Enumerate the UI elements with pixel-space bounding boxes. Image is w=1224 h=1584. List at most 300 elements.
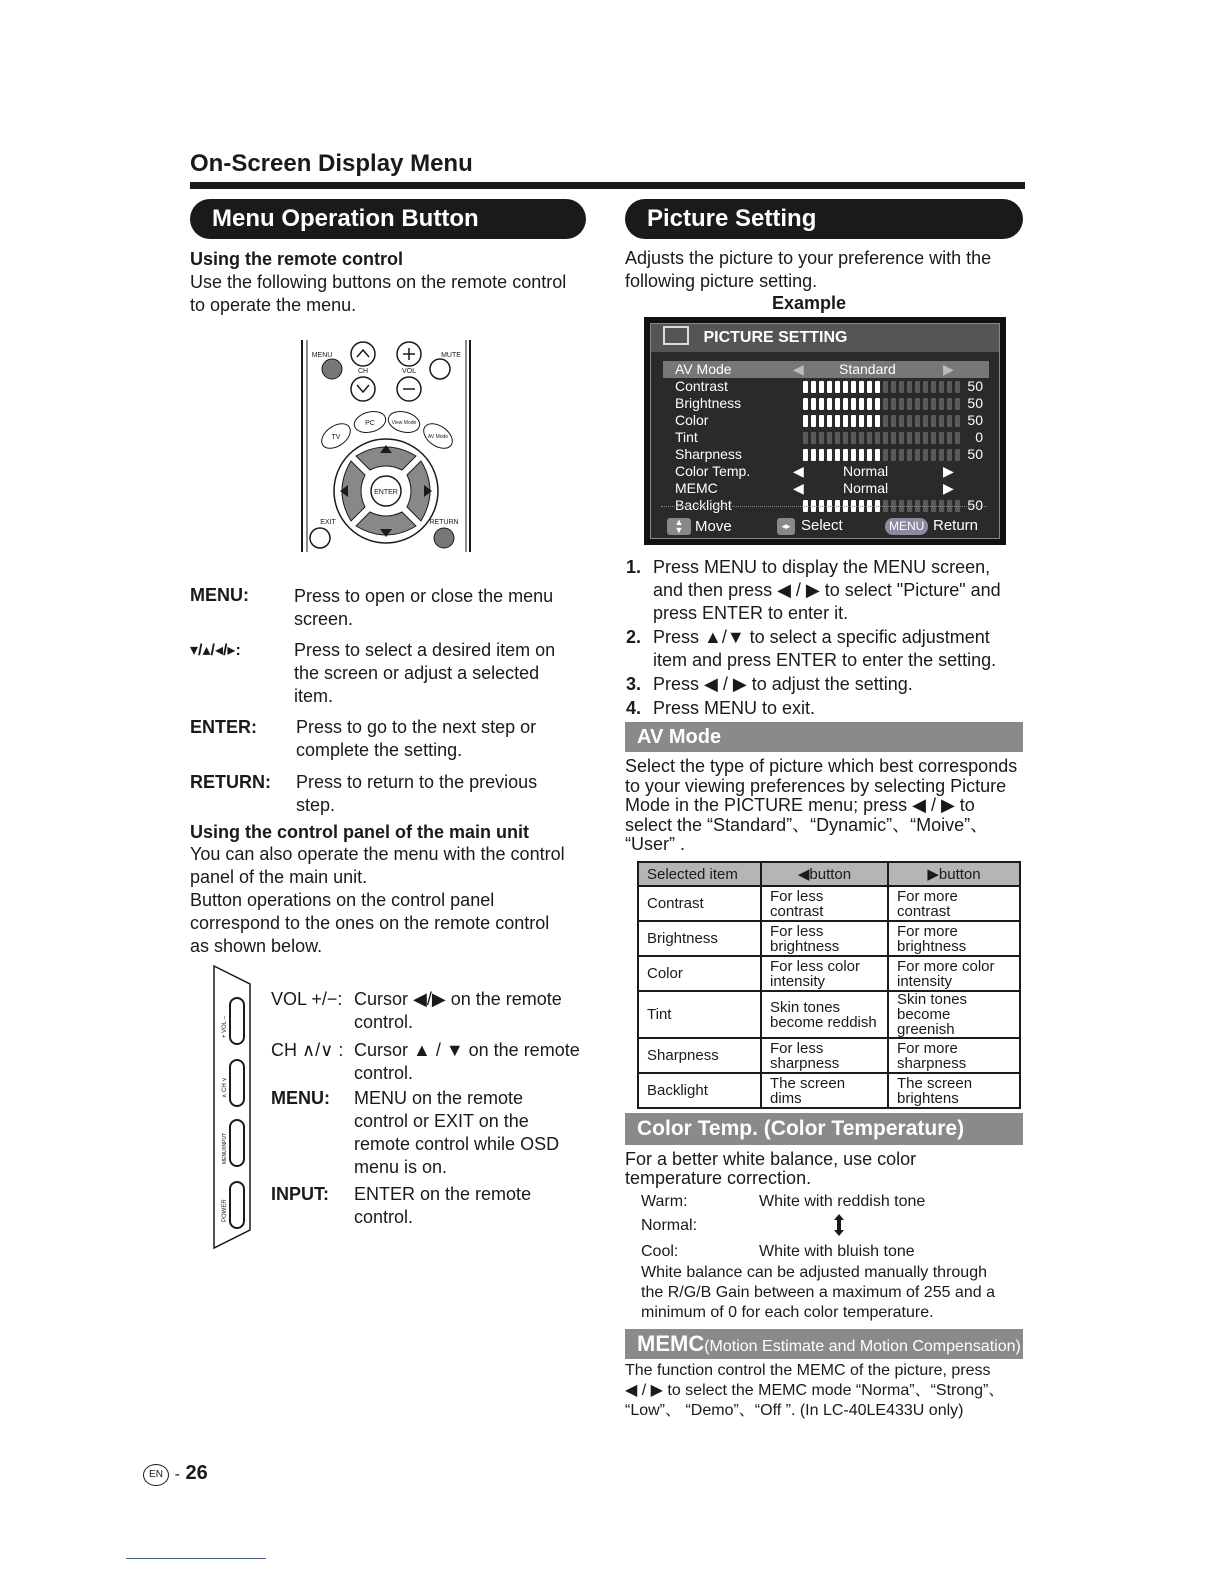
def-line: control.: [354, 1012, 414, 1032]
table-header: ▶button: [888, 862, 1020, 886]
panel-intro-line: panel of the main unit.: [190, 867, 368, 887]
osd-row[interactable]: [663, 395, 989, 412]
osd-row[interactable]: [663, 429, 989, 446]
osd-bar-segment: [955, 432, 960, 444]
remote-label-ch: CH: [357, 368, 369, 375]
steps-list: [626, 556, 1036, 721]
table-cell: Tint: [638, 991, 761, 1038]
osd-bar-segment: [907, 432, 912, 444]
osd-bar-segment: [819, 449, 824, 461]
osd-bar-segment: [827, 449, 832, 461]
table-cell: The screen dims: [761, 1073, 888, 1108]
osd-bar-segment: [859, 398, 864, 410]
osd-bar-segment: [835, 449, 840, 461]
osd-bar-segment: [939, 415, 944, 427]
def-line: Press to select a desired item on: [294, 640, 556, 660]
osd-bar-segment: [835, 398, 840, 410]
osd-row-value: Standard: [839, 361, 896, 377]
osd-bar-segment: [827, 415, 832, 427]
ct-note-line: minimum of 0 for each color temperature.: [641, 1304, 934, 1321]
def-line: Press to return to the previous: [296, 772, 538, 792]
table-header: ◀button: [761, 862, 888, 886]
table-cell: For more contrast: [888, 886, 1020, 921]
osd-bar-segment: [811, 398, 816, 410]
osd-bar-segment: [811, 432, 816, 444]
osd-bar-segment: [947, 415, 952, 427]
osd-bar-segment: [915, 398, 920, 410]
memc-subtitle: (Motion Estimate and Motion Compensation): [704, 1338, 1021, 1355]
step-item: [626, 673, 1036, 696]
def-line: item.: [294, 686, 334, 706]
av-mode-line: Select the type of picture which best corresponds: [625, 756, 1018, 776]
footer-separator: -: [174, 1466, 180, 1483]
av-mode-line: Mode in the PICTURE menu; press ◀ / ▶ to: [625, 795, 975, 815]
osd-bar-segment: [915, 449, 920, 461]
osd-row[interactable]: [663, 412, 989, 429]
osd-bar-segment: [923, 432, 928, 444]
osd-bar-segment: [939, 432, 944, 444]
osd-bar-segment: [931, 449, 936, 461]
osd-panel: [650, 323, 1000, 539]
step-item: [626, 626, 1036, 672]
av-mode-line: select the “Standard”、“Dynamic”、“Moive”、: [625, 814, 989, 835]
osd-bar-segment: [899, 398, 904, 410]
def-line: Cursor ◀/▶ on the remote: [354, 989, 562, 1009]
table-cell: Contrast: [638, 886, 761, 921]
table-cell: For more brightness: [888, 921, 1020, 956]
panel-intro-line: correspond to the ones on the remote control: [190, 913, 550, 933]
osd-bar-segment: [891, 449, 896, 461]
osd-bar-segment: [931, 432, 936, 444]
remote-label-tv: TV: [331, 434, 341, 441]
title-rule: [190, 182, 1025, 189]
table-cell: For more sharpness: [888, 1038, 1020, 1073]
osd-bar-segment: [915, 415, 920, 427]
osd-bar-segment: [835, 432, 840, 444]
step-line: item and press ENTER to enter the setting.: [653, 650, 997, 670]
osd-bar-segment: [947, 381, 952, 393]
osd-level-bar[interactable]: [803, 381, 963, 393]
osd-bar-segment: [899, 415, 904, 427]
ct-note-line: White balance can be adjusted manually through: [641, 1264, 987, 1281]
osd-bar-segment: [923, 398, 928, 410]
osd-footer-return: Return: [933, 517, 979, 534]
osd-bar-segment: [811, 449, 816, 461]
remote-label-enter: ENTER: [374, 489, 398, 496]
remote-intro-line: to operate the menu.: [190, 295, 357, 315]
osd-footer-move: Move: [695, 518, 732, 535]
osd-bar-segment: [891, 432, 896, 444]
osd-bar-segment: [867, 398, 872, 410]
step-number: 1.: [626, 557, 642, 577]
memc-heading: [625, 1329, 1023, 1359]
osd-row-label: Backlight: [675, 497, 732, 513]
osd-bar-segment: [947, 398, 952, 410]
left-arrow-icon[interactable]: ◀: [793, 361, 804, 377]
osd-row-value: 50: [967, 497, 983, 513]
step-number: 2.: [626, 627, 642, 647]
osd-row-label: Tint: [675, 429, 698, 445]
table-row: [638, 991, 1020, 1038]
table-row: [638, 886, 1020, 921]
osd-bar-segment: [883, 449, 888, 461]
table-cell: For less contrast: [761, 886, 888, 921]
osd-bar-segment: [851, 415, 856, 427]
osd-bar-segment: [851, 449, 856, 461]
osd-bar-segment: [891, 398, 896, 410]
osd-bar-segment: [875, 432, 880, 444]
osd-bar-segment: [835, 415, 840, 427]
osd-bar-segment: [939, 381, 944, 393]
ct-cool-label: Cool:: [641, 1243, 679, 1260]
panel-def-input: [354, 1183, 531, 1229]
osd-bar-segment: [883, 398, 888, 410]
av-mode-table: [637, 861, 1021, 1109]
osd-bar-segment: [851, 398, 856, 410]
memc-text: [625, 1361, 1004, 1421]
memc-line: The function control the MEMC of the picture, press: [625, 1362, 991, 1379]
osd-bar-segment: [843, 415, 848, 427]
osd-bar-segment: [899, 449, 904, 461]
table-cell: For less color intensity: [761, 956, 888, 991]
table-cell: For more color intensity: [888, 956, 1020, 991]
language-badge-icon: EN: [143, 1464, 169, 1486]
av-mode-heading: AV Mode: [625, 722, 1023, 752]
osd-divider: [661, 506, 987, 507]
osd-row-label: AV Mode: [675, 361, 732, 377]
osd-footer-select: Select: [801, 517, 843, 534]
color-temp-line: temperature correction.: [625, 1168, 812, 1188]
osd-bar-segment: [875, 415, 880, 427]
osd-row[interactable]: [663, 378, 989, 395]
osd-bar-segment: [859, 449, 864, 461]
def-line: Cursor ▲ / ▼ on the remote: [354, 1040, 580, 1060]
osd-bar-segment: [875, 398, 880, 410]
osd-row-value: 0: [975, 429, 983, 445]
osd-bar-segment: [819, 415, 824, 427]
osd-header: [651, 324, 999, 352]
osd-bar-segment: [939, 398, 944, 410]
osd-row-value: 50: [967, 412, 983, 428]
table-row: [638, 1073, 1020, 1108]
av-mode-line: to your viewing preferences by selecting Picture: [625, 775, 1007, 796]
move-icon: ▲ ▼: [667, 518, 691, 535]
panel-heading: Using the control panel of the main unit: [190, 822, 530, 842]
osd-bar-segment: [883, 432, 888, 444]
osd-row-label: Sharpness: [675, 446, 742, 462]
def-line: ENTER on the remote: [354, 1184, 532, 1204]
osd-bar-segment: [827, 381, 832, 393]
def-line: Press to go to the next step or: [296, 717, 537, 737]
ct-warm-label: Warm:: [641, 1193, 688, 1210]
example-label: Example: [772, 293, 847, 313]
remote-control-illustration: [298, 338, 474, 554]
osd-level-bar[interactable]: [803, 398, 963, 410]
menu-icon: MENU: [885, 518, 928, 535]
remote-intro-line: Use the following buttons on the remote control: [190, 272, 567, 292]
def-text-menu: [294, 585, 553, 631]
osd-bar-segment: [803, 398, 808, 410]
ct-normal-label: Normal:: [641, 1217, 698, 1234]
def-line: complete the setting.: [296, 740, 463, 760]
step-line: Press MENU to display the MENU screen,: [653, 557, 991, 577]
memc-line: “Low”、 “Demo”、“Off ”. (In LC-40LE433U only): [625, 1402, 964, 1419]
def-text-enter: [296, 716, 536, 762]
panel-intro-line: You can also operate the menu with the control: [190, 844, 565, 864]
osd-row-label: Color: [675, 412, 709, 428]
def-line: the screen or adjust a selected: [294, 663, 540, 683]
step-item: [626, 556, 1036, 625]
table-row: [638, 921, 1020, 956]
panel-intro-line: Button operations on the control panel: [190, 890, 495, 910]
osd-row-value: 50: [967, 446, 983, 462]
section-title-picture-setting: Picture Setting: [625, 199, 1023, 239]
osd-bar-segment: [811, 415, 816, 427]
panel-def-menu: [354, 1087, 559, 1179]
right-arrow-icon[interactable]: ▶: [943, 463, 954, 479]
color-temp-text: [625, 1150, 916, 1188]
page-footer: [143, 1462, 208, 1486]
osd-row[interactable]: [663, 446, 989, 463]
def-text-return: [296, 771, 537, 817]
osd-bar-segment: [859, 432, 864, 444]
osd-bar-segment: [931, 398, 936, 410]
table-cell: Brightness: [638, 921, 761, 956]
step-line: Press ◀ / ▶ to adjust the setting.: [653, 674, 913, 694]
def-line: remote control while OSD: [354, 1134, 560, 1154]
osd-bar-segment: [803, 432, 808, 444]
double-arrow-icon: [833, 1212, 845, 1238]
panel-intro-line: as shown below.: [190, 936, 323, 956]
step-line: Press MENU to exit.: [653, 698, 816, 718]
osd-row[interactable]: [663, 480, 989, 497]
osd-bar-segment: [827, 432, 832, 444]
panel-label-power: POWER: [222, 1199, 228, 1222]
panel-term-input: INPUT:: [271, 1184, 329, 1204]
remote-label-vol: VOL: [401, 368, 417, 375]
osd-bar-segment: [931, 415, 936, 427]
osd-bar-segment: [851, 432, 856, 444]
step-number: 3.: [626, 674, 642, 694]
osd-bar-segment: [899, 381, 904, 393]
panel-term-ch: CH ∧/∨ :: [271, 1040, 344, 1060]
remote-label-mute: MUTE: [441, 352, 461, 359]
osd-bar-segment: [907, 381, 912, 393]
osd-bar-segment: [955, 381, 960, 393]
color-temp-heading: Color Temp. (Color Temperature): [625, 1113, 1023, 1145]
osd-row-label: MEMC: [675, 480, 718, 496]
def-text-cursor: [294, 639, 555, 708]
footer-rule: [126, 1558, 266, 1559]
table-cell: For less brightness: [761, 921, 888, 956]
osd-bar-segment: [811, 381, 816, 393]
osd-bar-segment: [915, 381, 920, 393]
osd-row-value: Normal: [843, 480, 889, 496]
ct-note-line: the R/G/B Gain between a maximum of 255 and a: [641, 1284, 995, 1301]
panel-intro: [190, 843, 565, 958]
memc-line: ◀ / ▶ to select the MEMC mode “Norma”、“Strong”、: [625, 1382, 1005, 1399]
av-mode-text: [625, 757, 1017, 855]
osd-picture-setting: [644, 317, 1006, 545]
page-title: On-Screen Display Menu: [190, 150, 473, 177]
osd-bar-segment: [803, 381, 808, 393]
osd-bar-segment: [803, 449, 808, 461]
remote-label-menu: MENU: [311, 352, 333, 359]
osd-bar-segment: [843, 381, 848, 393]
panel-label-ch: ∧ CH ∨: [222, 1077, 228, 1098]
section-title-menu-operation: Menu Operation Button: [190, 199, 586, 239]
osd-bar-segment: [819, 398, 824, 410]
osd-row[interactable]: [663, 361, 989, 378]
panel-def-ch: [354, 1039, 580, 1085]
remote-label-av-mode: AV Mode: [427, 434, 449, 440]
step-line: press ENTER to enter it.: [653, 603, 849, 623]
osd-bar-segment: [867, 449, 872, 461]
table-header: Selected item: [638, 862, 761, 886]
picture-intro-line: following picture setting.: [625, 271, 818, 291]
def-line: screen.: [294, 609, 354, 629]
remote-label-return: RETURN: [429, 519, 459, 526]
osd-level-bar[interactable]: [803, 432, 963, 444]
osd-bar-segment: [947, 449, 952, 461]
osd-bar-segment: [907, 398, 912, 410]
panel-term-menu: MENU:: [271, 1088, 330, 1108]
osd-bar-segment: [955, 449, 960, 461]
def-term-enter: ENTER:: [190, 717, 257, 737]
table-header-row: [638, 862, 1020, 886]
osd-row-value: 50: [967, 378, 983, 394]
panel-def-vol: [354, 988, 562, 1034]
osd-bar-segment: [955, 398, 960, 410]
def-line: menu is on.: [354, 1157, 448, 1177]
osd-bar-segment: [875, 449, 880, 461]
picture-intro: [625, 247, 991, 293]
osd-row-label: Color Temp.: [675, 463, 751, 479]
remote-intro: [190, 271, 566, 317]
osd-bar-segment: [931, 381, 936, 393]
osd-bar-segment: [915, 432, 920, 444]
osd-bar-segment: [923, 415, 928, 427]
osd-bar-segment: [883, 381, 888, 393]
osd-level-bar[interactable]: [803, 449, 963, 461]
osd-bar-segment: [883, 415, 888, 427]
osd-header-title: PICTURE SETTING: [703, 329, 848, 346]
remote-label-pc: PC: [365, 420, 375, 427]
def-line: step.: [296, 795, 336, 815]
table-cell: Backlight: [638, 1073, 761, 1108]
osd-bar-segment: [907, 449, 912, 461]
memc-title: MEMC: [637, 1331, 705, 1356]
tv-icon: [663, 326, 689, 345]
osd-row-label: Brightness: [675, 395, 742, 411]
osd-bar-segment: [867, 432, 872, 444]
ct-warm-desc: White with reddish tone: [759, 1193, 926, 1210]
osd-bar-segment: [859, 415, 864, 427]
select-icon: ◂▸: [777, 518, 795, 535]
osd-bar-segment: [923, 449, 928, 461]
color-temp-line: For a better white balance, use color: [625, 1149, 917, 1169]
control-panel-illustration: [210, 964, 266, 1250]
osd-bar-segment: [867, 415, 872, 427]
osd-bar-segment: [891, 381, 896, 393]
right-arrow-icon[interactable]: ▶: [943, 361, 954, 377]
def-term-cursor: ▾/▴/◂/▸:: [190, 642, 241, 659]
osd-bar-segment: [939, 449, 944, 461]
osd-bar-segment: [803, 415, 808, 427]
step-number: 4.: [626, 698, 642, 718]
remote-label-view-mode: View Mode: [391, 420, 417, 426]
left-arrow-icon[interactable]: ◀: [793, 463, 804, 479]
panel-label-menu-input: MENU/INPUT: [222, 1132, 228, 1164]
av-mode-line: “User” .: [625, 834, 685, 854]
page-number: 26: [185, 1462, 208, 1484]
osd-row[interactable]: [663, 463, 989, 480]
right-arrow-icon[interactable]: ▶: [943, 480, 954, 496]
panel-term-vol: VOL +/−:: [271, 989, 343, 1009]
osd-bar-segment: [843, 449, 848, 461]
def-term-return: RETURN:: [190, 772, 271, 792]
osd-bar-segment: [891, 415, 896, 427]
osd-bar-segment: [875, 381, 880, 393]
step-line: and then press ◀ / ▶ to select "Picture" and: [653, 580, 1001, 600]
menu-button-icon: [322, 359, 342, 379]
table-cell: Sharpness: [638, 1038, 761, 1073]
left-arrow-icon[interactable]: ◀: [793, 480, 804, 496]
table-cell: Skin tones become reddish: [761, 991, 888, 1038]
table-cell: Skin tones become greenish: [888, 991, 1020, 1038]
osd-footer: [651, 514, 999, 538]
remote-heading: Using the remote control: [190, 249, 404, 269]
osd-bar-segment: [923, 381, 928, 393]
step-line: Press ▲/▼ to select a specific adjustment: [653, 627, 990, 647]
step-item: [626, 697, 1036, 720]
osd-row-value: Normal: [843, 463, 889, 479]
def-line: MENU on the remote: [354, 1088, 524, 1108]
osd-bar-segment: [907, 415, 912, 427]
osd-row-value: 50: [967, 395, 983, 411]
def-line: Press to open or close the menu: [294, 586, 554, 606]
osd-bar-segment: [827, 398, 832, 410]
def-line: control.: [354, 1063, 414, 1083]
table-cell: The screen brightens: [888, 1073, 1020, 1108]
table-cell: For less sharpness: [761, 1038, 888, 1073]
ct-note: [641, 1263, 995, 1323]
picture-intro-line: Adjusts the picture to your preference with the: [625, 248, 992, 268]
osd-bar-segment: [867, 381, 872, 393]
osd-bar-segment: [899, 432, 904, 444]
panel-label-vol: + VOL –: [222, 1016, 228, 1038]
osd-bar-segment: [955, 415, 960, 427]
osd-bar-segment: [843, 398, 848, 410]
table-row: [638, 956, 1020, 991]
osd-level-bar[interactable]: [803, 415, 963, 427]
osd-bar-segment: [851, 381, 856, 393]
osd-bar-segment: [819, 432, 824, 444]
def-term-menu: MENU:: [190, 585, 249, 605]
table-row: [638, 1038, 1020, 1073]
table-cell: Color: [638, 956, 761, 991]
osd-row-label: Contrast: [675, 378, 728, 394]
def-line: control.: [354, 1207, 414, 1227]
osd-bar-segment: [859, 381, 864, 393]
osd-bar-segment: [947, 432, 952, 444]
ct-cool-desc: White with bluish tone: [759, 1243, 915, 1260]
osd-bar-segment: [819, 381, 824, 393]
osd-bar-segment: [843, 432, 848, 444]
remote-label-exit: EXIT: [320, 519, 336, 526]
osd-bar-segment: [835, 381, 840, 393]
def-line: control or EXIT on the: [354, 1111, 529, 1131]
